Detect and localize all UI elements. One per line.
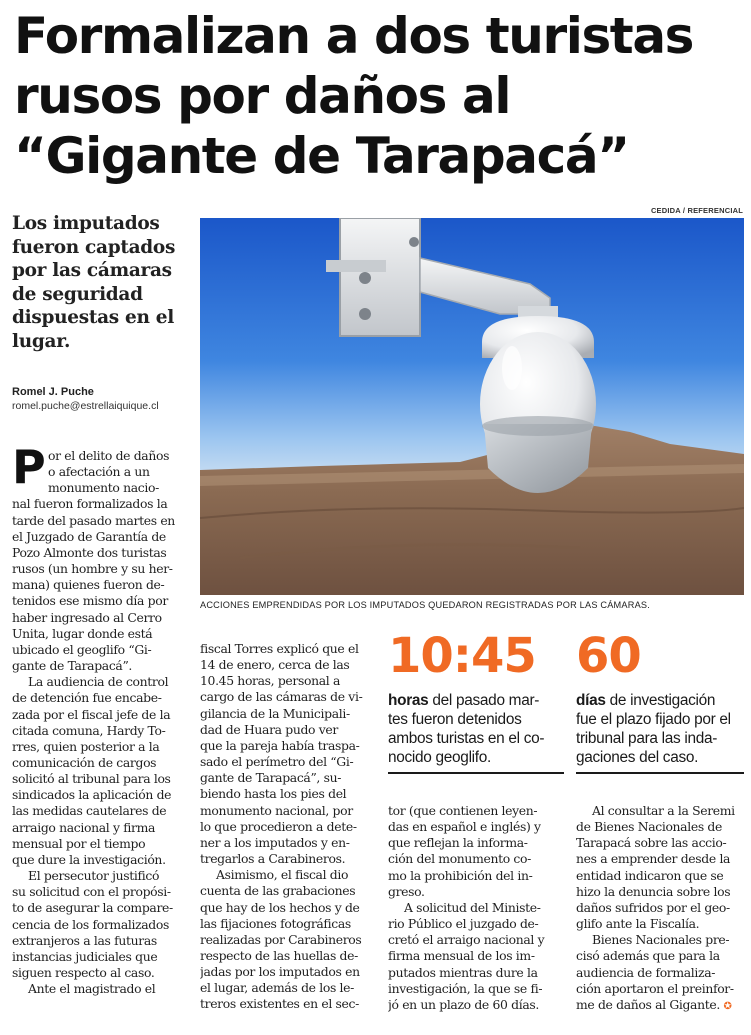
stat-line: tes fueron detenidos	[388, 711, 522, 728]
stat-number-time: 10:45	[388, 628, 536, 684]
body-line: solicitó al tribunal para los	[12, 771, 171, 787]
stat-line: gaciones del caso.	[576, 749, 699, 766]
body-line: tregarlos a Carabineros.	[200, 851, 346, 867]
body-line: nes a emprender desde la	[576, 851, 731, 867]
stat-line: del pasado mar-	[428, 692, 540, 709]
body-line: cisó además que para la	[576, 948, 720, 964]
body-line: mo la prohibición del in-	[388, 867, 533, 883]
body-line: el lugar, además de los le-	[200, 980, 354, 996]
body-line: tor (que contienen leyen-	[388, 803, 538, 818]
photo-caption: ACCIONES EMPRENDIDAS POR LOS IMPUTADOS QUEDARON REGISTRADAS POR LAS CÁMARAS.	[200, 600, 650, 610]
body-line: realizadas por Carabineros	[200, 931, 362, 947]
body-line: cencia de los formalizados	[12, 916, 170, 932]
body-line: que dure la investigación.	[12, 851, 166, 867]
body-line: que hay de los hechos y de	[200, 899, 360, 915]
body-line: monumento nacional, por	[200, 802, 353, 818]
body-line: nal fueron formalizados la	[12, 496, 168, 512]
body-line: gante de Tarapacá”.	[12, 658, 133, 674]
body-line: A solicitud del Ministe-	[404, 899, 541, 915]
headline-line: Formalizan a dos turistas	[14, 7, 694, 65]
body-line: monumento nacio-	[48, 480, 159, 496]
byline-author: Romel J. Puche	[12, 386, 94, 398]
body-line: tarde del pasado martes en	[12, 512, 175, 528]
body-line: arraigo nacional y firma	[12, 819, 156, 835]
deck-line: fueron captados	[12, 236, 176, 258]
body-line: las fijaciones fotográficas	[200, 915, 351, 931]
body-line: Al consultar a la Seremi	[592, 803, 735, 818]
stat-line: nocido geoglifo.	[388, 749, 492, 766]
body-line: greso.	[388, 883, 425, 899]
byline	[12, 386, 159, 412]
body-line: La audiencia de control	[28, 674, 169, 690]
body-line: de detención fue encabe-	[12, 690, 162, 706]
body-line: biendo hasta los pies del	[200, 786, 347, 802]
body-line: comunicación de cargos	[12, 754, 157, 770]
body-line: gilancia de la Municipali-	[200, 705, 350, 721]
body-line: cretó el arraigo nacional y	[388, 932, 545, 948]
body-line: cargo de las cámaras de vi-	[200, 689, 363, 705]
body-line: Ante el magistrado el	[28, 981, 156, 997]
stat-line: de investigación	[605, 692, 716, 709]
body-line: instancias judiciales que	[12, 948, 158, 964]
body-line: que reflejan la informa-	[388, 835, 528, 851]
body-line: putados mientras dure la	[388, 964, 538, 980]
drop-cap: P	[12, 440, 46, 494]
body-line: investigación, la que se fi-	[388, 980, 543, 996]
body-line: sindicados la aplicación de	[12, 787, 172, 803]
body-line: das en español e inglés) y	[388, 819, 541, 835]
body-column-2	[200, 641, 380, 1013]
body-line: mensual por el tiempo	[12, 835, 146, 851]
body-line: El persecutor justificó	[28, 868, 160, 884]
body-line: treros existentes en el sec-	[200, 996, 359, 1012]
body-line: glifo ante la Fiscalía.	[576, 916, 700, 932]
body-line: audiencia de formaliza-	[576, 964, 716, 980]
body-line: rio Público el juzgado de-	[388, 916, 539, 932]
body-line: su solicitud con el propósi-	[12, 884, 171, 900]
stat-text-days	[576, 691, 746, 767]
stat-divider	[388, 772, 564, 774]
body-line: mana) quienes fueron de-	[12, 577, 165, 593]
body-line: jó en un plazo de 60 días.	[388, 996, 539, 1012]
body-line: gante de Tarapacá”, su-	[200, 770, 342, 786]
body-line: zada por el fiscal jefe de la	[12, 706, 171, 722]
stat-divider	[576, 772, 744, 774]
body-line: las medidas cautelares de	[12, 803, 167, 819]
body-line: firma mensual de los im-	[388, 948, 535, 964]
headline	[14, 6, 744, 186]
stat-number-days: 60	[576, 628, 641, 684]
body-line: daños sufridos por el geo-	[576, 899, 730, 915]
body-line: lo que procedieron a dete-	[200, 818, 357, 834]
body-line: Bienes Nacionales pre-	[592, 932, 730, 948]
body-line: Unita, lugar donde está	[12, 625, 153, 641]
body-line: que la pareja había traspa-	[200, 737, 360, 753]
body-line: rres, quien posterior a la	[12, 738, 160, 754]
body-line: hizo la denuncia sobre los	[576, 883, 731, 899]
body-line: me de daños al Gigante.	[576, 996, 720, 1012]
headline-line: “Gigante de Tarapacá”	[14, 127, 629, 185]
body-line: dad de Huara pudo ver	[200, 721, 338, 737]
headline-line: rusos por daños al	[14, 67, 511, 125]
body-line: fiscal Torres explicó que el	[200, 641, 359, 656]
stat-bold-word: días	[576, 692, 606, 709]
body-line: cuenta de las grabaciones	[200, 883, 356, 899]
stat-line: tribunal para las inda-	[576, 730, 718, 747]
body-line: de Bienes Nacionales de	[576, 819, 722, 835]
body-line: ubicado el geoglifo “Gi-	[12, 641, 152, 657]
deck-line: de seguridad	[12, 283, 143, 305]
body-line: haber ingresado al Cerro	[12, 609, 162, 625]
byline-email[interactable]: romel.puche@estrellaiquique.cl	[12, 400, 159, 412]
stat-text-time	[388, 691, 566, 767]
body-column-4	[576, 803, 746, 1015]
body-line: extranjeros a las futuras	[12, 932, 157, 948]
body-line: Pozo Almonte dos turistas	[12, 544, 167, 560]
deck-line: dispuestas en el	[12, 307, 174, 328]
body-line: Asimismo, el fiscal dio	[216, 867, 349, 883]
body-column-3	[388, 803, 566, 1013]
body-line: 10.45 horas, personal a	[200, 673, 341, 689]
body-line: tenidos ese mismo día por	[12, 593, 168, 609]
body-line: el Juzgado de Garantía de	[12, 528, 166, 544]
body-line: respecto de las huellas de-	[200, 947, 358, 963]
deck-line: por las cámaras	[12, 260, 172, 281]
body-line: 14 de enero, cerca de las	[200, 657, 350, 673]
body-line: ción del monumento co-	[388, 851, 531, 867]
body-line: ción aportaron el preinfor-	[576, 980, 734, 996]
body-line: sado el perímetro del “Gi-	[200, 754, 354, 770]
body-line: citada comuna, Hardy To-	[12, 722, 166, 738]
body-column-1	[12, 440, 194, 997]
body-line: or el delito de daños	[48, 448, 170, 463]
body-line: to de asegurar la compare-	[12, 900, 173, 916]
body-line: ner a los imputados y en-	[200, 834, 350, 850]
deck-line: Los imputados	[12, 213, 160, 234]
body-line: Tarapacá sobre las accio-	[576, 835, 727, 851]
body-line: rusos (un hombre y su her-	[12, 561, 173, 577]
stat-line: fue el plazo fijado por el	[576, 711, 731, 728]
stat-bold-word: horas	[388, 692, 429, 709]
body-line: o afectación a un	[48, 464, 150, 480]
deck	[12, 212, 194, 353]
body-line: jadas por los imputados en	[200, 964, 360, 980]
deck-line: lugar.	[12, 330, 71, 352]
end-mark-icon: ✪	[723, 1000, 732, 1012]
photo-credit: CEDIDA / REFERENCIAL	[650, 206, 743, 215]
body-line: entidad indicaron que se	[576, 867, 724, 883]
security-camera-photo	[200, 218, 744, 595]
body-line: siguen respecto al caso.	[12, 965, 155, 980]
stat-line: ambos turistas en el co-	[388, 730, 545, 747]
